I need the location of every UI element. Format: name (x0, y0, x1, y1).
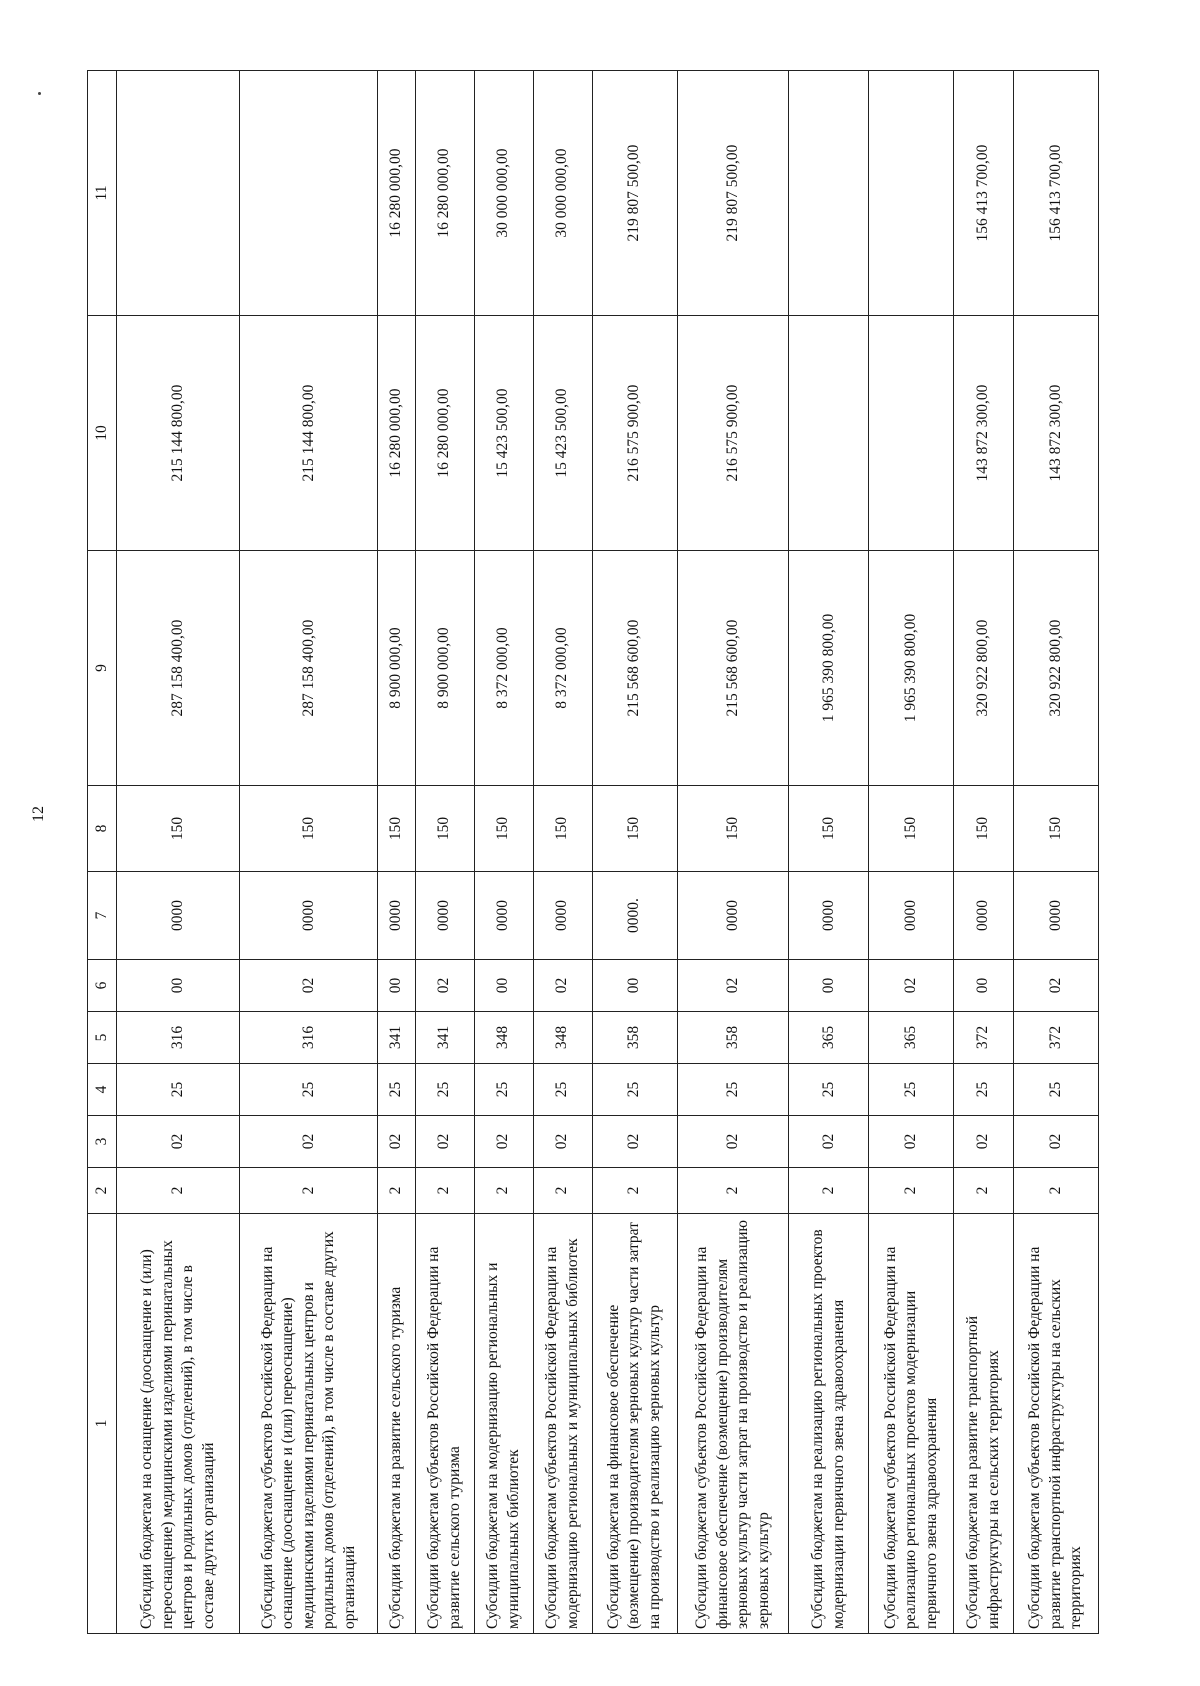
cell-col-10: 16 280 000,00 (415, 316, 474, 551)
cell-col-5: 348 (533, 1012, 592, 1064)
cell-col-4: 25 (378, 1064, 415, 1116)
column-header-11: 11 (88, 71, 117, 316)
cell-col-11 (240, 71, 378, 316)
cell-col-7: 0000 (378, 872, 415, 960)
cell-col-3: 02 (240, 1116, 378, 1168)
cell-col-11 (869, 71, 954, 316)
cell-col-7: 0000 (1013, 872, 1098, 960)
cell-col-10: 16 280 000,00 (378, 316, 415, 551)
cell-col-2: 2 (954, 1168, 1013, 1214)
cell-col-2: 2 (1013, 1168, 1098, 1214)
cell-col-11: 219 807 500,00 (677, 71, 789, 316)
cell-col-7: 0000. (592, 872, 677, 960)
table-row (117, 71, 240, 1634)
cell-col-9: 1 965 390 800,00 (869, 551, 954, 786)
cell-col-4: 25 (592, 1064, 677, 1116)
cell-col-5: 372 (1013, 1012, 1098, 1064)
cell-col-9: 8 900 000,00 (415, 551, 474, 786)
cell-col-3: 02 (533, 1116, 592, 1168)
cell-col-7: 0000 (954, 872, 1013, 960)
cell-col-9: 320 922 800,00 (1013, 551, 1098, 786)
column-header-9: 9 (88, 551, 117, 786)
cell-col-5: 316 (240, 1012, 378, 1064)
cell-col-10: 15 423 500,00 (533, 316, 592, 551)
cell-col-4: 25 (117, 1064, 240, 1116)
cell-subsidy-name: Субсидии бюджетам на развитие сельского туризма (378, 1214, 415, 1634)
cell-subsidy-name: Субсидии бюджетам субъектов Российской Федерации на реализацию региональных проектов модернизации первичного звена здравоохранения (869, 1214, 954, 1634)
column-header-3: 3 (88, 1116, 117, 1168)
cell-col-5: 316 (117, 1012, 240, 1064)
cell-col-7: 0000 (415, 872, 474, 960)
cell-col-2: 2 (592, 1168, 677, 1214)
table-row (789, 71, 869, 1634)
cell-col-10: 15 423 500,00 (474, 316, 533, 551)
cell-col-8: 150 (1013, 786, 1098, 872)
cell-col-6: 02 (677, 960, 789, 1012)
cell-col-2: 2 (677, 1168, 789, 1214)
cell-col-4: 25 (474, 1064, 533, 1116)
cell-col-3: 02 (1013, 1116, 1098, 1168)
cell-col-5: 341 (415, 1012, 474, 1064)
cell-col-4: 25 (954, 1064, 1013, 1116)
cell-col-3: 02 (117, 1116, 240, 1168)
cell-col-11: 16 280 000,00 (415, 71, 474, 316)
cell-col-3: 02 (474, 1116, 533, 1168)
header-row (88, 71, 117, 1634)
cell-col-6: 00 (592, 960, 677, 1012)
cell-col-3: 02 (789, 1116, 869, 1168)
cell-col-9: 320 922 800,00 (954, 551, 1013, 786)
cell-col-6: 02 (1013, 960, 1098, 1012)
cell-col-10: 143 872 300,00 (954, 316, 1013, 551)
scan-speck (38, 92, 41, 95)
cell-col-4: 25 (789, 1064, 869, 1116)
table-row (677, 71, 789, 1634)
cell-col-2: 2 (533, 1168, 592, 1214)
cell-col-7: 0000 (240, 872, 378, 960)
cell-col-8: 150 (677, 786, 789, 872)
cell-col-8: 150 (117, 786, 240, 872)
table-row (240, 71, 378, 1634)
cell-col-8: 150 (869, 786, 954, 872)
table-row (869, 71, 954, 1634)
cell-col-2: 2 (789, 1168, 869, 1214)
cell-col-6: 00 (474, 960, 533, 1012)
table-row (474, 71, 533, 1634)
table-row (378, 71, 415, 1634)
cell-col-6: 02 (240, 960, 378, 1012)
cell-subsidy-name: Субсидии бюджетам субъектов Российской Федерации на финансовое обеспечение (возмещение) производителям зерновых культур части затрат на производство и реализацию зерновых культур (677, 1214, 789, 1634)
cell-col-8: 150 (592, 786, 677, 872)
cell-col-11: 219 807 500,00 (592, 71, 677, 316)
cell-col-6: 00 (117, 960, 240, 1012)
cell-col-7: 0000 (869, 872, 954, 960)
cell-col-10 (789, 316, 869, 551)
cell-col-8: 150 (378, 786, 415, 872)
cell-col-2: 2 (869, 1168, 954, 1214)
cell-subsidy-name: Субсидии бюджетам на развитие транспортной инфраструктуры на сельских территориях (954, 1214, 1013, 1634)
cell-col-9: 215 568 600,00 (592, 551, 677, 786)
cell-col-2: 2 (415, 1168, 474, 1214)
column-header-5: 5 (88, 1012, 117, 1064)
cell-col-9: 287 158 400,00 (117, 551, 240, 786)
cell-col-11: 16 280 000,00 (378, 71, 415, 316)
column-header-8: 8 (88, 786, 117, 872)
cell-col-3: 02 (378, 1116, 415, 1168)
column-header-4: 4 (88, 1064, 117, 1116)
cell-col-8: 150 (533, 786, 592, 872)
cell-col-7: 0000 (474, 872, 533, 960)
cell-col-4: 25 (869, 1064, 954, 1116)
cell-col-8: 150 (954, 786, 1013, 872)
cell-subsidy-name: Субсидии бюджетам субъектов Российской Федерации на развитие сельского туризма (415, 1214, 474, 1634)
cell-col-11: 156 413 700,00 (1013, 71, 1098, 316)
cell-col-5: 365 (789, 1012, 869, 1064)
cell-col-11: 30 000 000,00 (474, 71, 533, 316)
cell-col-9: 8 372 000,00 (533, 551, 592, 786)
cell-col-11: 156 413 700,00 (954, 71, 1013, 316)
cell-col-9: 8 900 000,00 (378, 551, 415, 786)
cell-col-6: 02 (533, 960, 592, 1012)
subsidies-table (87, 70, 1099, 1634)
cell-col-10: 216 575 900,00 (677, 316, 789, 551)
cell-col-2: 2 (474, 1168, 533, 1214)
table-row (1013, 71, 1098, 1634)
column-header-6: 6 (88, 960, 117, 1012)
cell-col-3: 02 (592, 1116, 677, 1168)
cell-col-6: 00 (789, 960, 869, 1012)
cell-col-5: 341 (378, 1012, 415, 1064)
cell-col-3: 02 (869, 1116, 954, 1168)
cell-col-2: 2 (378, 1168, 415, 1214)
table-row (533, 71, 592, 1634)
cell-col-6: 02 (869, 960, 954, 1012)
cell-col-7: 0000 (117, 872, 240, 960)
rotated-table-container (87, 71, 1099, 1634)
table-row (592, 71, 677, 1634)
cell-col-5: 358 (592, 1012, 677, 1064)
cell-col-5: 348 (474, 1012, 533, 1064)
cell-subsidy-name: Субсидии бюджетам на модернизацию региональных и муниципальных библиотек (474, 1214, 533, 1634)
cell-col-7: 0000 (789, 872, 869, 960)
cell-col-3: 02 (954, 1116, 1013, 1168)
cell-col-9: 287 158 400,00 (240, 551, 378, 786)
cell-col-4: 25 (533, 1064, 592, 1116)
cell-col-10: 143 872 300,00 (1013, 316, 1098, 551)
table-body (117, 71, 1099, 1634)
cell-col-11: 30 000 000,00 (533, 71, 592, 316)
cell-col-11 (117, 71, 240, 316)
cell-col-10 (869, 316, 954, 551)
table-row (415, 71, 474, 1634)
cell-col-6: 00 (378, 960, 415, 1012)
cell-col-8: 150 (789, 786, 869, 872)
column-header-1: 1 (88, 1214, 117, 1634)
cell-col-4: 25 (677, 1064, 789, 1116)
cell-col-3: 02 (415, 1116, 474, 1168)
column-header-7: 7 (88, 872, 117, 960)
cell-col-7: 0000 (677, 872, 789, 960)
page-number: 12 (30, 806, 47, 822)
cell-col-2: 2 (240, 1168, 378, 1214)
table-row (954, 71, 1013, 1634)
cell-col-7: 0000 (533, 872, 592, 960)
cell-subsidy-name: Субсидии бюджетам на оснащение (дооснащение и (или) переоснащение) медицинскими изделиями перинатальных центров и родильных домов (отделений), в том числе в составе других организаций (117, 1214, 240, 1634)
cell-col-8: 150 (415, 786, 474, 872)
cell-col-6: 00 (954, 960, 1013, 1012)
cell-col-11 (789, 71, 869, 316)
cell-col-2: 2 (117, 1168, 240, 1214)
cell-col-10: 215 144 800,00 (117, 316, 240, 551)
cell-col-5: 372 (954, 1012, 1013, 1064)
cell-col-9: 8 372 000,00 (474, 551, 533, 786)
cell-col-9: 215 568 600,00 (677, 551, 789, 786)
cell-subsidy-name: Субсидии бюджетам на реализацию региональных проектов модернизации первичного звена здравоохранения (789, 1214, 869, 1634)
column-header-2: 2 (88, 1168, 117, 1214)
cell-col-8: 150 (240, 786, 378, 872)
cell-subsidy-name: Субсидии бюджетам субъектов Российской Федерации на модернизацию региональных и муниципальных библиотек (533, 1214, 592, 1634)
cell-col-3: 02 (677, 1116, 789, 1168)
cell-col-4: 25 (415, 1064, 474, 1116)
cell-col-4: 25 (240, 1064, 378, 1116)
cell-col-5: 365 (869, 1012, 954, 1064)
cell-subsidy-name: Субсидии бюджетам на финансовое обеспечение (возмещение) производителям зерновых культур части затрат на производство и реализацию зерновых культур (592, 1214, 677, 1634)
cell-col-4: 25 (1013, 1064, 1098, 1116)
cell-col-8: 150 (474, 786, 533, 872)
cell-col-9: 1 965 390 800,00 (789, 551, 869, 786)
cell-subsidy-name: Субсидии бюджетам субъектов Российской Федерации на оснащение (дооснащение и (или) переоснащение) медицинскими изделиями перинатальных центров и родильных домов (отделений), в том числе в составе других организаций (240, 1214, 378, 1634)
cell-col-5: 358 (677, 1012, 789, 1064)
cell-subsidy-name: Субсидии бюджетам субъектов Российской Федерации на развитие транспортной инфраструктуры на сельских территориях (1013, 1214, 1098, 1634)
cell-col-10: 216 575 900,00 (592, 316, 677, 551)
column-header-10: 10 (88, 316, 117, 551)
cell-col-10: 215 144 800,00 (240, 316, 378, 551)
cell-col-6: 02 (415, 960, 474, 1012)
